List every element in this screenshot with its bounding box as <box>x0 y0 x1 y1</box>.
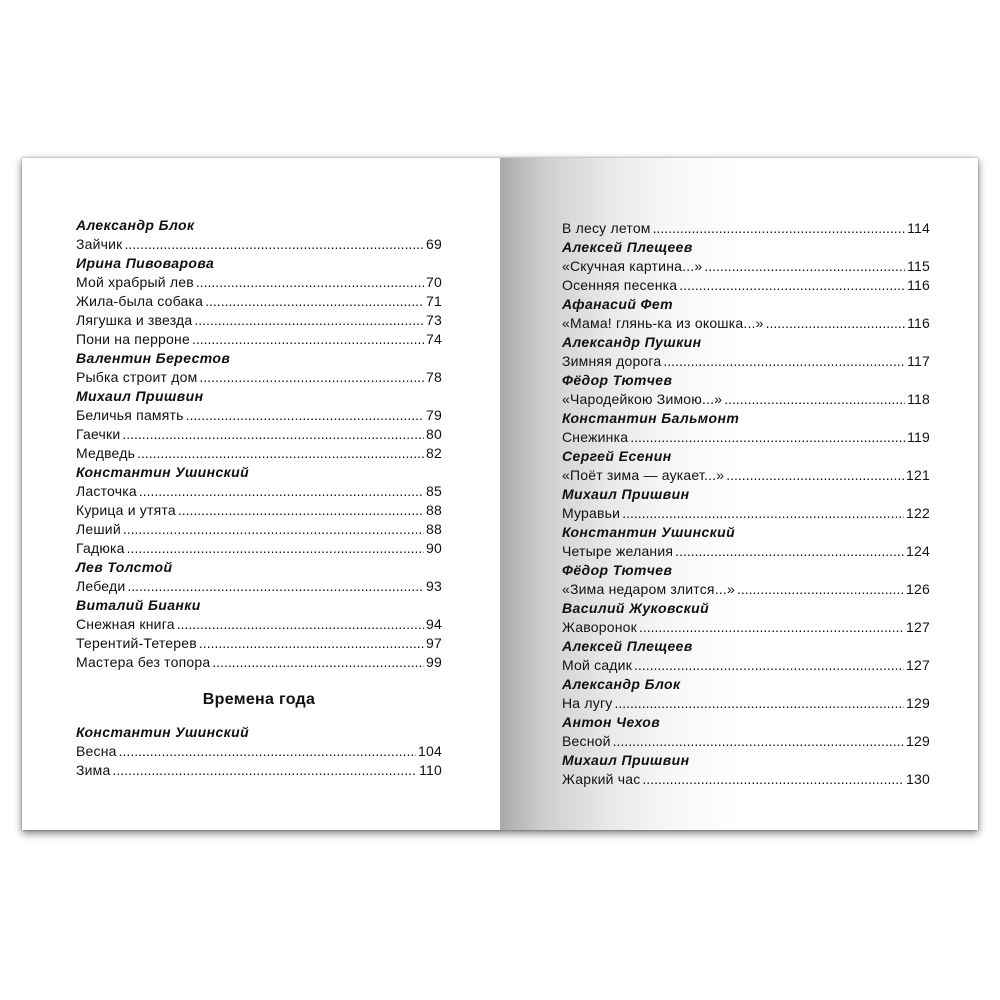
toc-author: Александр Блок <box>76 217 195 233</box>
toc-entry <box>76 539 442 558</box>
toc-dot-leader <box>679 276 905 295</box>
toc-entry <box>562 618 930 637</box>
toc-entry <box>562 504 930 523</box>
toc-dot-leader <box>622 504 904 523</box>
toc-page-number: 69 <box>426 236 442 252</box>
toc-author: Лев Толстой <box>76 559 173 575</box>
toc-author: Константин Бальмонт <box>562 410 740 426</box>
toc-entry-title: Леший <box>76 521 121 537</box>
toc-page-number: 80 <box>426 426 442 442</box>
left-page <box>22 158 500 830</box>
toc-entry-title: Пони на перроне <box>76 331 190 347</box>
toc-entry-title: Осенняя песенка <box>562 277 678 293</box>
toc-entry <box>562 466 930 485</box>
toc-entry <box>562 428 930 447</box>
toc-dot-leader <box>726 466 904 485</box>
open-book <box>22 158 978 830</box>
left-toc <box>76 216 442 780</box>
toc-page-number: 130 <box>906 771 930 787</box>
toc-page-number: 118 <box>907 391 930 407</box>
toc-dot-leader <box>127 539 424 558</box>
toc-entry <box>76 653 442 672</box>
toc-entry-title: Снежинка <box>562 429 629 445</box>
toc-entry <box>76 425 442 444</box>
toc-dot-leader <box>186 406 424 425</box>
toc-entry <box>76 311 442 330</box>
toc-page-number: 116 <box>907 315 930 331</box>
toc-entry <box>76 235 442 254</box>
toc-author: Виталий Бианки <box>76 597 201 613</box>
toc-page-number: 126 <box>906 581 930 597</box>
toc-entry <box>76 273 442 292</box>
toc-author: Сергей Есенин <box>562 448 672 464</box>
toc-entry-title: «Мама! глянь-ка из окошка...» <box>562 315 764 331</box>
toc-entry-title: Гаечки <box>76 426 121 442</box>
toc-dot-leader <box>123 520 424 539</box>
toc-page-number: 127 <box>906 619 930 635</box>
toc-entry-title: Снежная книга <box>76 616 175 632</box>
toc-entry-title: Беличья память <box>76 407 184 423</box>
toc-entry <box>76 634 442 653</box>
toc-author: Михаил Пришвин <box>562 486 690 502</box>
toc-page-number: 82 <box>426 445 442 461</box>
toc-entry <box>76 368 442 387</box>
toc-entry-title: В лесу летом <box>562 220 651 236</box>
toc-dot-leader <box>675 542 904 561</box>
toc-page-number: 121 <box>906 467 930 483</box>
toc-entry <box>76 615 442 634</box>
toc-entry <box>562 219 930 238</box>
toc-author: Фёдор Тютчев <box>562 562 673 578</box>
toc-page-number: 117 <box>907 353 930 369</box>
toc-author: Афанасий Фет <box>562 296 673 312</box>
toc-entry-title: Жаворонок <box>562 619 637 635</box>
toc-author: Михаил Пришвин <box>562 752 690 768</box>
toc-dot-leader <box>766 314 905 333</box>
toc-entry <box>76 330 442 349</box>
toc-page-number: 78 <box>426 369 442 385</box>
toc-entry-title: Курица и утята <box>76 502 176 518</box>
toc-entry-title: Мой садик <box>562 657 633 673</box>
toc-dot-leader <box>724 390 905 409</box>
toc-page-number: 70 <box>426 274 442 290</box>
toc-dot-leader <box>196 273 424 292</box>
toc-page-number: 85 <box>426 483 442 499</box>
left-toc-groups <box>76 216 442 672</box>
toc-page-number: 73 <box>426 312 442 328</box>
toc-author: Константин Ушинский <box>562 524 736 540</box>
toc-entry <box>76 577 442 596</box>
toc-page-number: 94 <box>426 616 442 632</box>
toc-entry-title: Весной <box>562 733 611 749</box>
right-toc <box>562 219 930 789</box>
toc-entry-title: Четыре желания <box>562 543 674 559</box>
toc-dot-leader <box>737 580 904 599</box>
toc-entry-title: Весна <box>76 743 117 759</box>
toc-entry <box>76 501 442 520</box>
toc-page-number: 99 <box>426 654 442 670</box>
toc-author: Валентин Берестов <box>76 350 231 366</box>
toc-dot-leader <box>127 577 424 596</box>
toc-dot-leader <box>194 311 424 330</box>
toc-dot-leader <box>614 694 904 713</box>
toc-dot-leader <box>630 428 905 447</box>
toc-dot-leader <box>192 330 424 349</box>
toc-entry-title: «Чародейкою Зимою...» <box>562 391 723 407</box>
toc-entry <box>76 444 442 463</box>
toc-page-number: 90 <box>426 540 442 556</box>
toc-author: Александр Блок <box>562 676 681 692</box>
toc-page-number: 110 <box>419 762 442 778</box>
toc-dot-leader <box>613 732 904 751</box>
toc-entry-title: Медведь <box>76 445 136 461</box>
toc-entry <box>562 257 930 276</box>
toc-dot-leader <box>212 653 424 672</box>
toc-dot-leader <box>125 235 425 254</box>
toc-page-number: 122 <box>906 505 930 521</box>
toc-entry <box>562 542 930 561</box>
toc-page-number: 71 <box>426 293 442 309</box>
toc-page-number: 97 <box>426 635 442 651</box>
toc-entry-title: Муравьи <box>562 505 621 521</box>
toc-dot-leader <box>139 482 424 501</box>
toc-dot-leader <box>137 444 424 463</box>
toc-dot-leader <box>178 501 424 520</box>
toc-entry-title: Рыбка строит дом <box>76 369 198 385</box>
toc-entry <box>562 390 930 409</box>
section-toc-groups <box>76 723 442 780</box>
toc-entry-title: Жила-была собака <box>76 293 204 309</box>
toc-author: Алексей Плещеев <box>562 239 693 255</box>
toc-entry-title: Гадюка <box>76 540 125 556</box>
toc-entry <box>562 352 930 371</box>
toc-dot-leader <box>639 618 904 637</box>
toc-entry <box>562 314 930 333</box>
toc-entry-title: Зима <box>76 762 111 778</box>
toc-entry <box>562 580 930 599</box>
toc-dot-leader <box>704 257 905 276</box>
toc-entry-title: Жаркий час <box>562 771 641 787</box>
toc-dot-leader <box>122 425 424 444</box>
toc-page-number: 93 <box>426 578 442 594</box>
toc-entry-title: «Зима недаром злится...» <box>562 581 735 597</box>
toc-page-number: 124 <box>906 543 930 559</box>
toc-author: Василий Жуковский <box>562 600 710 616</box>
toc-dot-leader <box>113 761 418 780</box>
toc-author: Михаил Пришвин <box>76 388 204 404</box>
toc-dot-leader <box>199 634 424 653</box>
toc-page-number: 127 <box>906 657 930 673</box>
toc-author: Ирина Пивоварова <box>76 255 215 271</box>
toc-entry-title: Зайчик <box>76 236 123 252</box>
toc-page-number: 114 <box>907 220 930 236</box>
toc-entry-title: «Скучная картина...» <box>562 258 703 274</box>
toc-dot-leader <box>663 352 905 371</box>
toc-entry <box>76 520 442 539</box>
toc-page-number: 115 <box>907 258 930 274</box>
toc-entry <box>562 276 930 295</box>
toc-entry-title: Ласточка <box>76 483 137 499</box>
toc-dot-leader <box>119 742 416 761</box>
toc-entry <box>562 656 930 675</box>
toc-entry <box>562 694 930 713</box>
toc-entry-title: Мой храбрый лев <box>76 274 194 290</box>
toc-entry-title: Мастера без топора <box>76 654 211 670</box>
toc-dot-leader <box>199 368 424 387</box>
toc-entry <box>562 770 930 789</box>
toc-page-number: 129 <box>906 695 930 711</box>
section-title: Времена года <box>202 691 316 708</box>
toc-author: Александр Пушкин <box>562 334 702 350</box>
toc-entry-title: Терентий-Тетерев <box>76 635 197 651</box>
right-page <box>500 158 978 830</box>
toc-entry-title: Лебеди <box>76 578 126 594</box>
right-toc-groups <box>562 219 930 789</box>
toc-author: Антон Чехов <box>562 714 661 730</box>
toc-entry <box>76 742 442 761</box>
toc-author: Константин Ушинский <box>76 464 250 480</box>
toc-entry <box>76 482 442 501</box>
toc-entry <box>76 292 442 311</box>
toc-page-number: 74 <box>426 331 442 347</box>
toc-page-number: 129 <box>906 733 930 749</box>
toc-entry-title: «Поёт зима — аукает...» <box>562 467 725 483</box>
toc-author: Алексей Плещеев <box>562 638 693 654</box>
toc-dot-leader <box>634 656 904 675</box>
toc-author: Фёдор Тютчев <box>562 372 673 388</box>
toc-page-number: 88 <box>426 502 442 518</box>
toc-page-number: 119 <box>907 429 930 445</box>
toc-entry-title: На лугу <box>562 695 613 711</box>
toc-page-number: 104 <box>418 743 442 759</box>
toc-page-number: 88 <box>426 521 442 537</box>
toc-dot-leader <box>205 292 424 311</box>
toc-author: Константин Ушинский <box>76 724 250 740</box>
toc-entry-title: Лягушка и звезда <box>76 312 193 328</box>
toc-dot-leader <box>642 770 904 789</box>
toc-entry-title: Зимняя дорога <box>562 353 662 369</box>
toc-entry <box>562 732 930 751</box>
toc-dot-leader <box>653 219 905 238</box>
toc-dot-leader <box>177 615 424 634</box>
toc-entry <box>76 761 442 780</box>
toc-entry <box>76 406 442 425</box>
toc-page-number: 116 <box>907 277 930 293</box>
toc-page-number: 79 <box>426 407 442 423</box>
